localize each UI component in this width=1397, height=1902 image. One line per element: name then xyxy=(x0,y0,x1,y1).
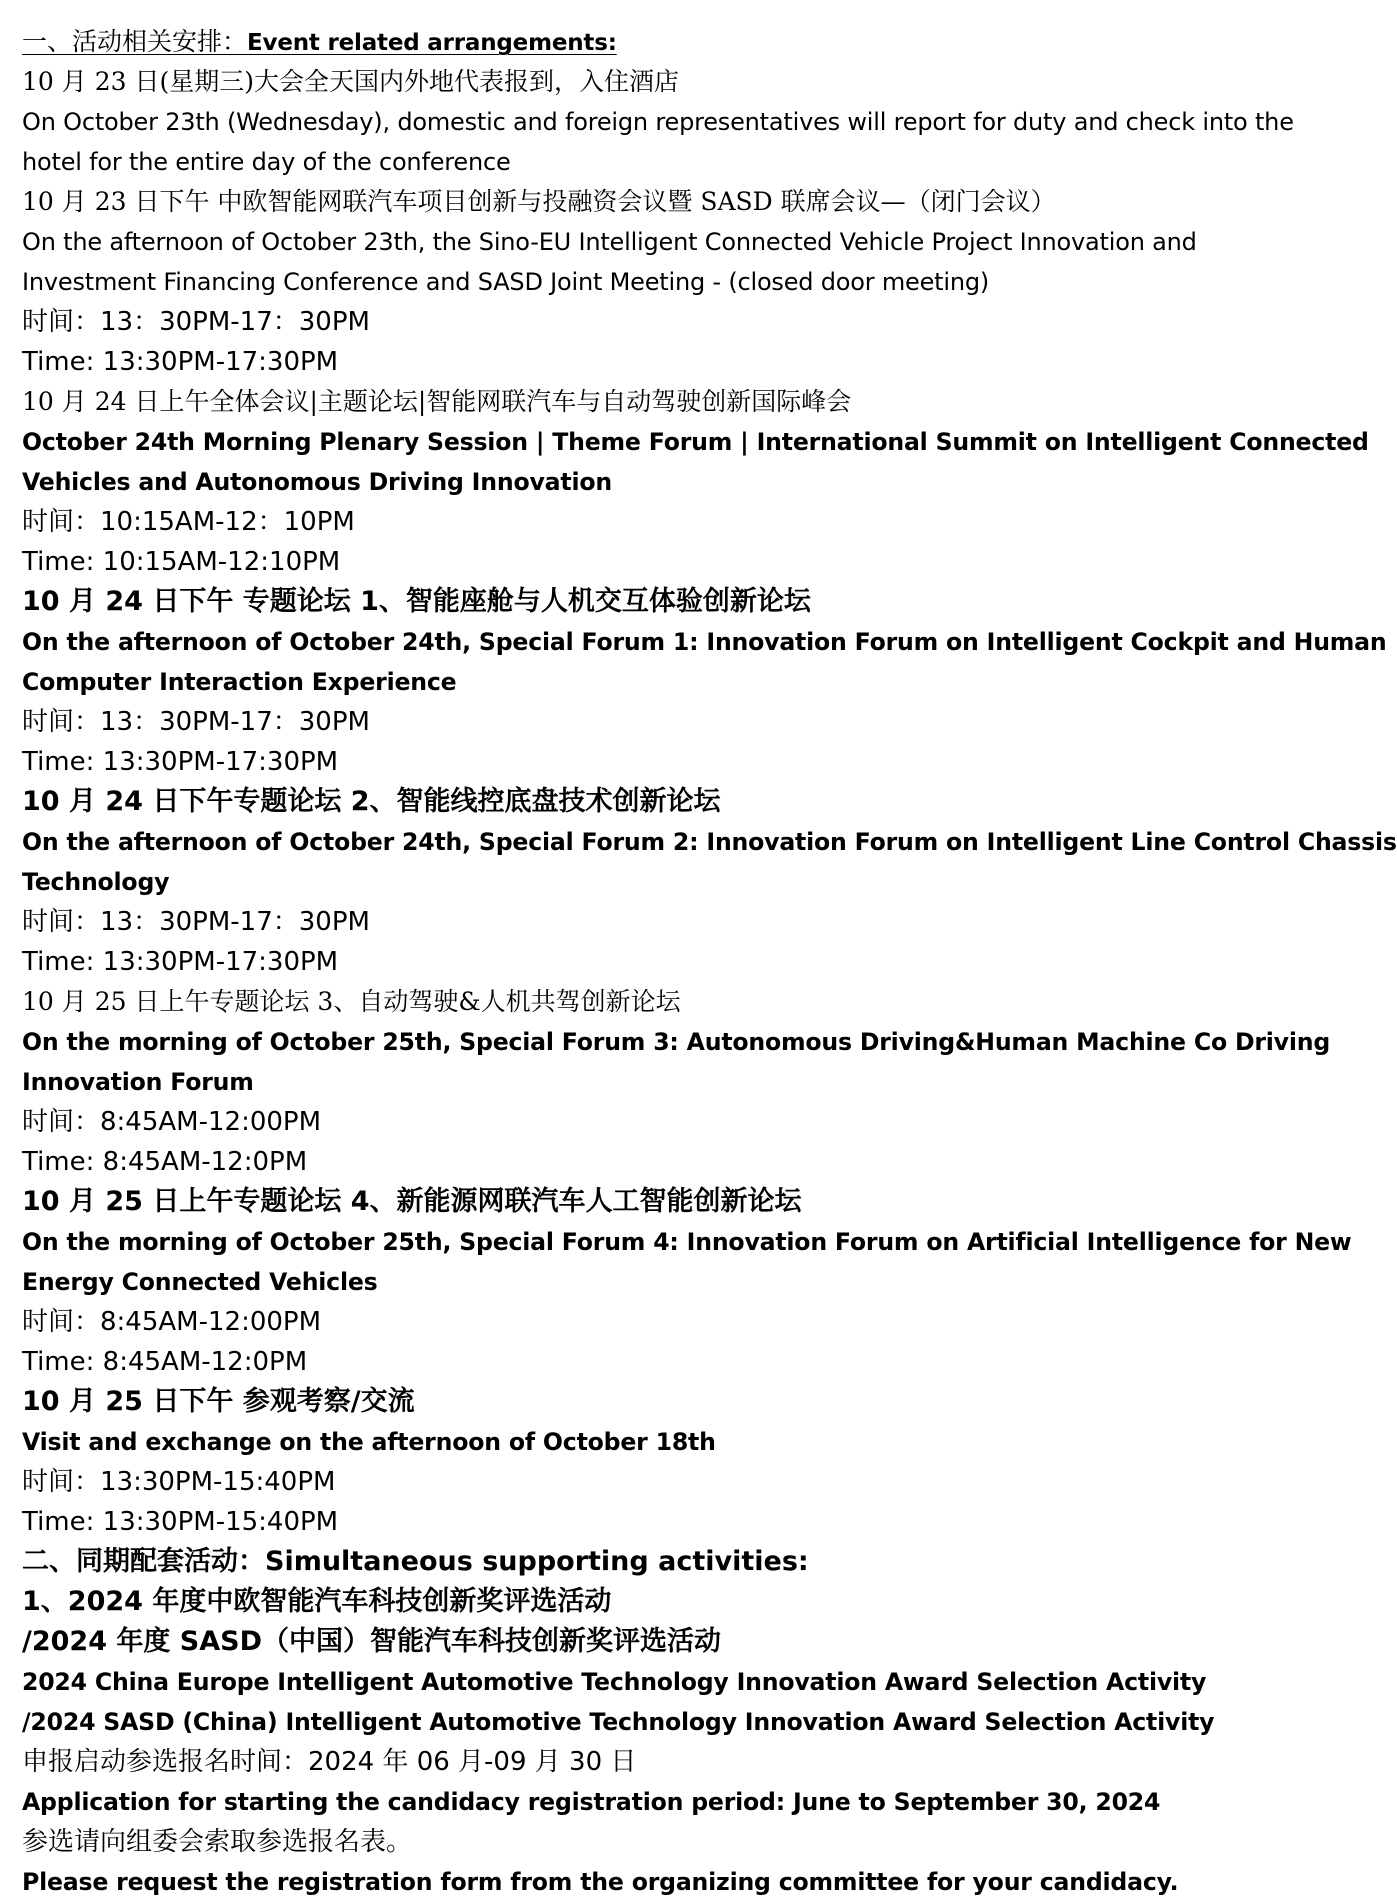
forum1-time-en: Time: 13:30PM-17:30PM xyxy=(22,747,339,777)
registration-form-note-zh: 参选请向组委会索取参选报名表。 xyxy=(22,1827,413,1857)
forum1-time-zh: 时间：13：30PM-17：30PM xyxy=(22,707,370,737)
oct23-meeting-time-en: Time: 13:30PM-17:30PM xyxy=(22,347,339,377)
award-heading-zh-1: 1、2024 年度中欧智能汽车科技创新奖评选活动 xyxy=(22,1586,612,1617)
oct24-plenary-time-zh: 时间：10:15AM-12：10PM xyxy=(22,507,355,537)
forum4-heading-zh: 10 月 25 日上午专题论坛 4、新能源网联汽车人工智能创新论坛 xyxy=(22,1186,802,1217)
forum3-heading-zh: 10 月 25 日上午专题论坛 3、自动驾驶&人机共驾创新论坛 xyxy=(22,987,681,1016)
visit-heading-en: Visit and exchange on the afternoon of October 18th xyxy=(22,1428,716,1456)
oct23-meeting-time-zh: 时间：13：30PM-17：30PM xyxy=(22,307,370,337)
oct24-plenary-en-1: October 24th Morning Plenary Session | Theme Forum | International Summit on Intelligent Connected xyxy=(22,428,1369,456)
forum3-heading-en-2: Innovation Forum xyxy=(22,1068,254,1096)
registration-period-zh: 申报启动参选报名时间：2024 年 06 月-09 月 30 日 xyxy=(22,1747,637,1777)
oct23-arrival-en-1: On October 23th (Wednesday), domestic and foreign representatives will report for duty and check into the xyxy=(22,108,1294,136)
visit-heading-zh: 10 月 25 日下午 参观考察/交流 xyxy=(22,1386,415,1417)
oct23-meeting-en-2: Investment Financing Conference and SASD Joint Meeting - (closed door meeting) xyxy=(22,268,990,296)
forum3-time-en: Time: 8:45AM-12:0PM xyxy=(22,1147,308,1177)
oct23-meeting-en-1: On the afternoon of October 23th, the Sino-EU Intelligent Connected Vehicle Project Innovation and xyxy=(22,228,1197,256)
registration-form-note-en: Please request the registration form from the organizing committee for your candidacy. xyxy=(22,1868,1179,1896)
forum4-heading-en-1: On the morning of October 25th, Special Forum 4: Innovation Forum on Artificial Intelligence for New xyxy=(22,1228,1352,1256)
oct23-meeting-zh: 10 月 23 日下午 中欧智能网联汽车项目创新与投融资会议暨 SASD 联席会议—（闭门会议） xyxy=(22,187,1056,216)
section-heading-zh: 一、活动相关安排： xyxy=(22,27,248,56)
section-heading-event-arrangements xyxy=(22,22,1236,62)
forum1-heading-en-1: On the afternoon of October 24th, Special Forum 1: Innovation Forum on Intelligent Cockpit and Human xyxy=(22,628,1387,656)
registration-period-en: Application for starting the candidacy registration period: June to September 30, 2024 xyxy=(22,1788,1161,1816)
forum4-time-en: Time: 8:45AM-12:0PM xyxy=(22,1347,308,1377)
forum1-heading-zh: 10 月 24 日下午 专题论坛 1、智能座舱与人机交互体验创新论坛 xyxy=(22,586,811,617)
section-heading-en: Event related arrangements: xyxy=(247,30,617,56)
forum2-heading-zh: 10 月 24 日下午专题论坛 2、智能线控底盘技术创新论坛 xyxy=(22,786,721,817)
forum2-heading-en-2: Technology xyxy=(22,868,170,896)
document-page xyxy=(22,22,1397,1902)
oct24-plenary-zh: 10 月 24 日上午全体会议|主题论坛|智能网联汽车与自动驾驶创新国际峰会 xyxy=(22,387,852,416)
forum2-time-en: Time: 13:30PM-17:30PM xyxy=(22,947,339,977)
forum2-time-zh: 时间：13：30PM-17：30PM xyxy=(22,907,370,937)
oct24-plenary-time-en: Time: 10:15AM-12:10PM xyxy=(22,547,341,577)
oct23-arrival-zh: 10 月 23 日(星期三)大会全天国内外地代表报到，入住酒店 xyxy=(22,67,679,96)
forum3-heading-en-1: On the morning of October 25th, Special Forum 3: Autonomous Driving&Human Machine Co Driving xyxy=(22,1028,1331,1056)
oct24-plenary-en-2: Vehicles and Autonomous Driving Innovation xyxy=(22,468,612,496)
forum4-heading-en-2: Energy Connected Vehicles xyxy=(22,1268,378,1296)
forum4-time-zh: 时间：8:45AM-12:00PM xyxy=(22,1307,322,1337)
visit-time-en: Time: 13:30PM-15:40PM xyxy=(22,1507,339,1537)
award-heading-en-2: /2024 SASD (China) Intelligent Automotive Technology Innovation Award Selection Activity xyxy=(22,1708,1215,1736)
award-heading-zh-2: /2024 年度 SASD（中国）智能汽车科技创新奖评选活动 xyxy=(22,1626,722,1657)
forum1-heading-en-2: Computer Interaction Experience xyxy=(22,668,457,696)
forum3-time-zh: 时间：8:45AM-12:00PM xyxy=(22,1107,322,1137)
forum2-heading-en-1: On the afternoon of October 24th, Special Forum 2: Innovation Forum on Intelligent Line Control Chassis xyxy=(22,828,1397,856)
award-heading-en-1: 2024 China Europe Intelligent Automotive Technology Innovation Award Selection Activity xyxy=(22,1668,1207,1696)
oct23-arrival-en-2: hotel for the entire day of the conference xyxy=(22,148,511,176)
section-heading-supporting-activities: 二、同期配套活动：Simultaneous supporting activities: xyxy=(22,1546,809,1577)
visit-time-zh: 时间：13:30PM-15:40PM xyxy=(22,1467,336,1497)
